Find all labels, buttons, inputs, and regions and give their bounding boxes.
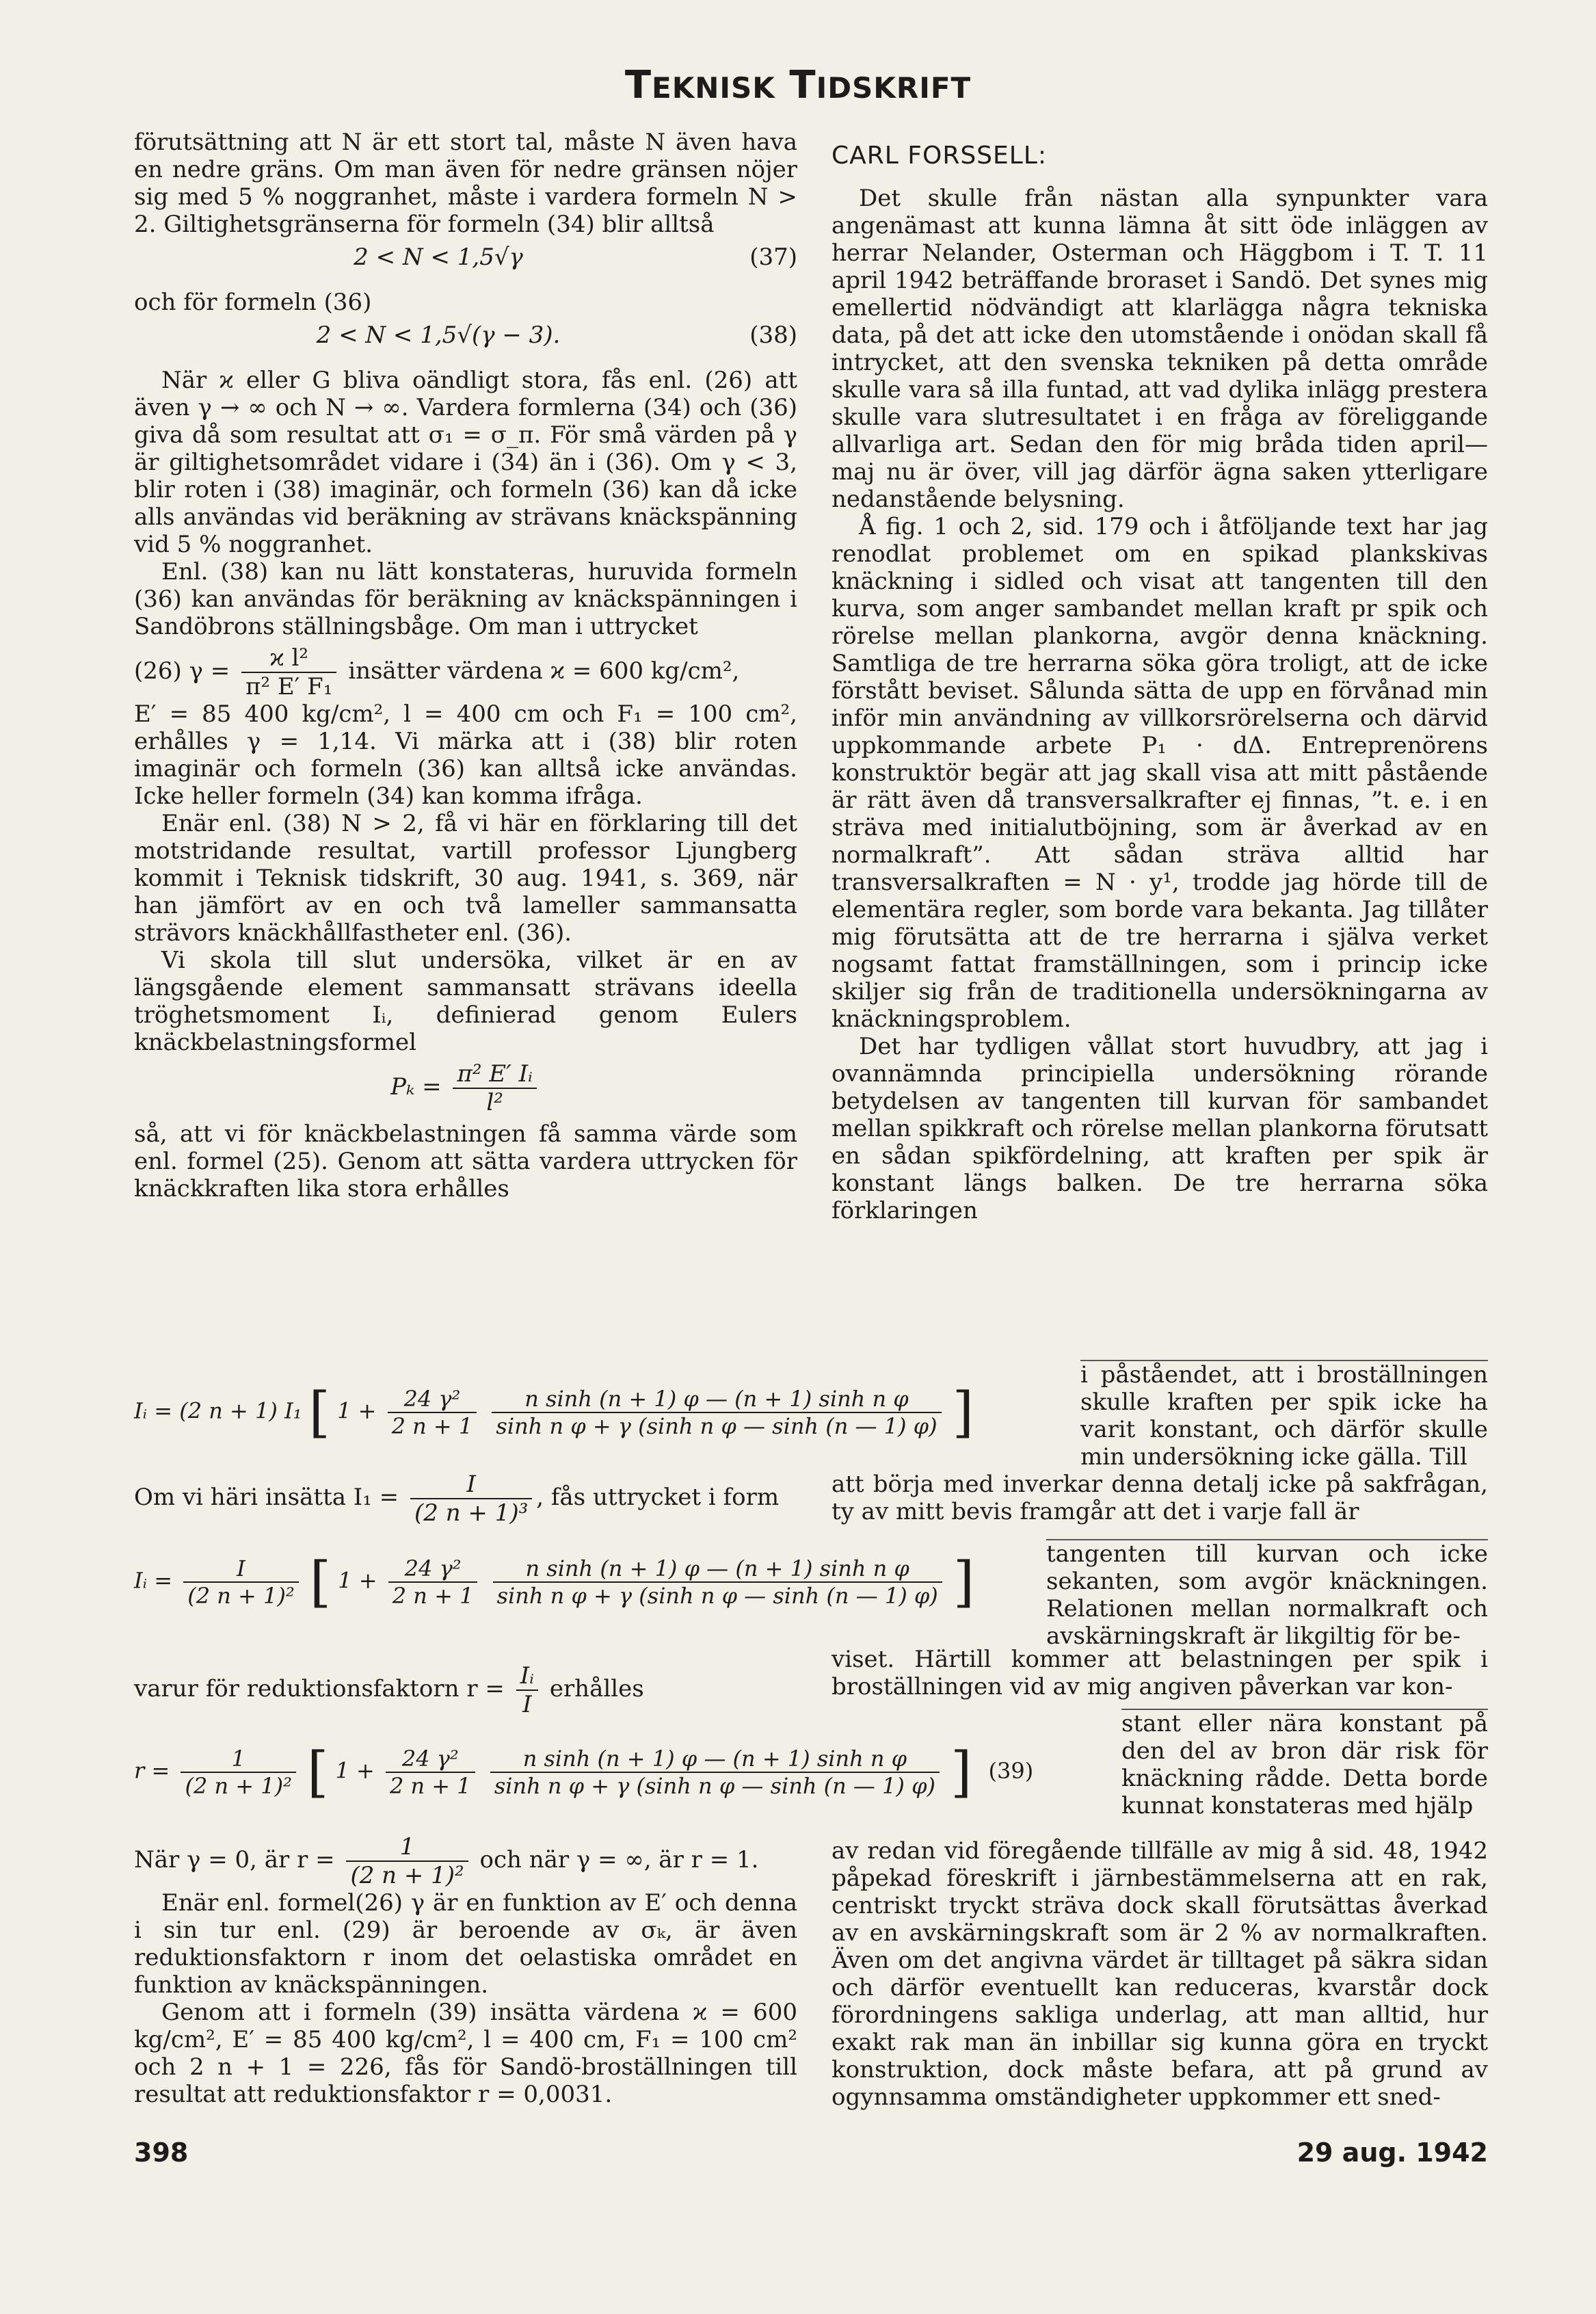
inline-text: insätter värdena ϰ = 600 kg/cm², — [348, 657, 740, 685]
paragraph: tangenten till kurvan och icke sekanten, som avgör knäckningen. Relationen mellan normalkraft och avskärningskraft är likgiltig för be- — [1046, 1540, 1488, 1650]
equation-block-3 — [134, 1735, 1091, 1810]
r-fraction — [516, 1662, 538, 1718]
paragraph-with-fraction — [134, 644, 797, 700]
sinh-fraction — [492, 1386, 941, 1439]
gamma-fraction — [241, 644, 336, 700]
text-block-reduction — [134, 1662, 825, 1718]
masthead-rest-1: EKNISK — [652, 71, 775, 105]
page-number: 398 — [134, 2138, 189, 2168]
paragraph: Å fig. 1 och 2, sid. 179 och i åtföljande text har jag renodlat problemet om en spikad plankskivas knäckning i sidled och visat att tangenten till den kurva, som anger sambandet mellan kraft pr spik och rörelse mellan plankorna, avgör denna knäckning. Samtliga de tre herrarna söka göra troligt, att de icke förstått beviset. Sålunda sätta de upp en förvånad min inför min användning av villkorsrörelserna och därvid uppkommande arbete P₁ · dΔ. Entreprenörens konstruktör begär att jag skall visa att mitt påstående är rätt även då transversalkrafter ej finnas, ”t. e. i en sträva med initialutböjning, som är åverkad av en normalkraft”. Att sådan sträva alltid har transversalkraften = N · y¹, trodde jag hörde till de elementära regler, som borde vara bekanta. Jag tillåter mig förutsätta att de tre herrarna i själva verket nogsamt fattat framställningen, som i princip icke skiljer sig från de traditionella undersökningarna av knäckningsproblem. — [832, 513, 1488, 1033]
paragraph: Enär enl. (38) N > 2, få vi här en förklaring till det motstridande resultat, vartill professor Ljungberg kommit i Teknisk tidskrift, 30 aug. 1941, s. 369, när han jämfört av en och två lameller sammansatta strävors knäckhållfastheter enl. (36). — [134, 810, 797, 947]
formula-lhs: Iᵢ = — [134, 1567, 173, 1594]
equation-body: 2 < N < 1,5√(γ − 3). — [316, 321, 561, 349]
equation-number: (39) — [988, 1757, 1034, 1784]
left-column — [134, 129, 797, 1202]
right-wrap-4 — [832, 1646, 1488, 1700]
numerator: n sinh (n + 1) φ — (n + 1) sinh n φ — [490, 1746, 940, 1773]
coef-fraction — [386, 1746, 475, 1799]
denominator: (2 n + 1)² — [350, 1862, 464, 1889]
text-block-insert — [134, 1471, 825, 1527]
paragraph: av redan vid föregående tillfälle av mig å sid. 48, 1942 påpekad föreskrift i järnbestämmelserna att en rak, centriskt tryckt sträva dock skall förutsättas åverkad av en avskärningskraft som är 2 % av normalkraften. Även om det angivna värdet är tilltaget på säkra sidan och därför eventuellt kan reduceras, kvarstår dock förordningens sakliga underlag, att man alltid, hur exakt rak man än inbillar sig kunna göra en tryckt konstruktion, dock måste befara, att på grund av ogynnsamma omständigheter uppkommer ett sned- — [832, 1837, 1488, 2111]
inline-text: (26) γ = — [134, 657, 230, 685]
numerator: 24 γ² — [388, 1386, 477, 1413]
right-wrap-1 — [1080, 1360, 1488, 1471]
right-wrap-6 — [832, 1837, 1488, 2111]
paragraph-with-fraction — [134, 1833, 797, 1889]
paragraph: så, att vi för knäckbelastningen få samma värde som enl. formel (25). Genom att sätta vardera uttrycken för knäckkraften lika stora erhålles — [134, 1120, 797, 1202]
inline-text: Om vi häri insätta I₁ = — [134, 1484, 399, 1511]
formula-term: 1 + — [338, 1567, 377, 1594]
right-wrap-2 — [832, 1471, 1488, 1525]
inline-text: , fås uttrycket i form — [536, 1484, 780, 1511]
numerator: 1 — [346, 1833, 468, 1862]
paragraph: och för formeln (36) — [134, 289, 372, 316]
formula-term: 1 + — [337, 1397, 377, 1424]
inline-text: och när γ = ∞, är r = 1. — [479, 1846, 759, 1873]
numerator: π² E′ Iᵢ — [453, 1060, 536, 1089]
denominator: (2 n + 1)³ — [414, 1499, 529, 1527]
denominator: sinh n φ + γ (sinh n φ — sinh (n — 1) φ) — [496, 1583, 938, 1609]
right-column — [832, 129, 1488, 1224]
equation-number: (37) — [749, 244, 797, 271]
paragraph: Enär enl. formel(26) γ är en funktion av E′ och denna i sin tur enl. (29) är beroende av σₖ, är även reduktionsfaktorn r inom det oelastiska området en funktion av knäckspänningen. — [134, 1889, 797, 1999]
denominator: I — [522, 1691, 532, 1718]
equation-body: 2 < N < 1,5√γ — [354, 244, 523, 271]
formula-lhs: Iᵢ = (2 n + 1) I₁ — [134, 1397, 302, 1424]
paragraph-with-fraction — [134, 1662, 825, 1718]
paragraph: i påståendet, att i broställningen skulle kraften per spik icke ha varit konstant, och därför skulle min undersökning icke gälla. Till — [1080, 1361, 1488, 1471]
paragraph: Det skulle från nästan alla synpunkter vara angenämast att kunna lämna åt sitt öde inläggen av herrar Nelander, Osterman och Häggbom i T. T. 11 april 1942 beträffande broraset i Sandö. Det synes mig emellertid nödvändigt att klarlägga några tekniska data, på det att icke den utomstående i onödan skall få intrycket, att den svenska tekniken på detta område skulle vara så illa funtad, att vad dylika inlägg prestera skulle vara slutresultatet i en fråga av föreliggande allvarliga art. Sedan den för mig bråda tiden april—maj nu är över, vill jag därför ägna saken ytterligare nedanstående belysning. — [832, 185, 1488, 513]
paragraph: viset. Härtill kommer att belastningen per spik i broställningen vid av mig angiven påverkan var kon- — [832, 1646, 1488, 1700]
masthead-initial-1: T — [624, 63, 652, 107]
right-bracket: ] — [950, 1740, 972, 1804]
left-column-bottom — [134, 1833, 797, 2108]
equation-ii-form — [134, 1550, 1050, 1614]
formula-lhs: Pₖ = — [390, 1073, 442, 1101]
numerator: ϰ l² — [241, 644, 336, 673]
numerator: Iᵢ — [516, 1662, 538, 1691]
author-heading: CARL FORSSELL: — [832, 142, 1048, 170]
paragraph: Vi skola till slut undersöka, vilket är en av längsgående element sammansatt strävans ideella tröghetsmoment Iᵢ, definierad genom Eulers knäckbelastningsformel — [134, 947, 797, 1056]
numerator: 24 γ² — [388, 1555, 478, 1583]
right-bracket: ] — [953, 1550, 975, 1614]
numerator: 24 γ² — [386, 1746, 475, 1773]
numerator: n sinh (n + 1) φ — (n + 1) sinh n φ — [493, 1555, 942, 1583]
left-bracket: [ — [308, 1380, 330, 1444]
coef-fraction — [388, 1555, 478, 1609]
denominator: l² — [486, 1089, 503, 1116]
paragraph-with-fraction — [134, 1471, 825, 1527]
equation-39 — [134, 1740, 1091, 1804]
equation-ii — [134, 1380, 1050, 1444]
inline-text: varur för reduktionsfaktorn r = — [134, 1675, 505, 1702]
denominator: 2 n + 1 — [392, 1583, 474, 1609]
prefactor-fraction — [181, 1746, 295, 1799]
paragraph: Det har tydligen vållat stort huvudbry, att jag i ovannämnda principiella undersökning rörande betydelsen av tangenten till kurvan för sambandet mellan spikkraft och rörelse mellan plankorna förutsatt en sådan spikfördelning, att kraften per spik är konstant längs balken. De tre herrarna söka förklaringen — [832, 1033, 1488, 1224]
euler-formula — [134, 1060, 797, 1116]
numerator: I — [183, 1555, 298, 1583]
masthead-rest-2: IDSKRIFT — [816, 71, 972, 105]
limit-fraction — [346, 1833, 468, 1889]
formula-term: 1 + — [335, 1757, 375, 1784]
denominator: (2 n + 1)² — [185, 1773, 292, 1799]
paragraph: När ϰ eller G bliva oändligt stora, fås enl. (26) att även γ → ∞ och N → ∞. Vardera formlerna (34) och (36) giva då som resultat att σ₁ = σ_π. För små värden på γ är giltighetsområdet vidare i (34) än i (36). Om γ < 3, blir roten i (38) imaginär, och formeln (36) kan då icke alls användas vid beräkning av strävans knäckspänning vid 5 % noggranhet. — [134, 367, 797, 558]
euler-fraction — [453, 1060, 536, 1116]
right-bracket: ] — [952, 1380, 974, 1444]
right-wrap-5 — [1121, 1709, 1488, 1819]
numerator: 1 — [181, 1746, 295, 1773]
inline-text: När γ = 0, är r = — [134, 1846, 335, 1873]
journal-masthead — [0, 63, 1596, 107]
denominator: 2 n + 1 — [389, 1773, 471, 1799]
sinh-fraction — [493, 1555, 942, 1609]
left-bracket: [ — [307, 1740, 329, 1804]
left-bracket: [ — [309, 1550, 332, 1614]
prefactor-fraction — [183, 1555, 298, 1609]
equation-block-2 — [134, 1544, 1050, 1620]
paragraph: Enl. (38) kan nu lätt konstateras, huruvida formeln (36) kan användas för beräkning av knäckspänningen i Sandöbrons ställningsbåge. Om man i uttrycket — [134, 558, 797, 640]
paragraph: E′ = 85 400 kg/cm², l = 400 cm och F₁ = 100 cm², erhålles γ = 1,14. Vi märka att i (38) blir roten imaginär och formeln (36) kan alltså icke användas. Icke heller formeln (34) kan komma ifråga. — [134, 700, 797, 810]
paragraph: att börja med inverkar denna detalj icke på sakfrågan, ty av mitt bevis framgår att det i varje fall är — [832, 1471, 1488, 1525]
sinh-fraction — [490, 1746, 940, 1799]
denominator: sinh n φ + γ (sinh n φ — sinh (n — 1) φ) — [496, 1413, 937, 1439]
paragraph: Genom att i formeln (39) insätta värdena ϰ = 600 kg/cm², E′ = 85 400 kg/cm², l = 400 cm, F₁ = 100 cm² och 2 n + 1 = 226, fås för Sandö-broställningen till resultat att reduktionsfaktor r = 0,0031. — [134, 1999, 797, 2108]
equation-number: (38) — [749, 321, 797, 349]
denominator: sinh n φ + γ (sinh n φ — sinh (n — 1) φ) — [494, 1773, 935, 1799]
numerator: n sinh (n + 1) φ — (n + 1) sinh n φ — [492, 1386, 941, 1413]
equation-37 — [134, 244, 797, 283]
formula-lhs: r = — [134, 1757, 170, 1784]
denominator: (2 n + 1)² — [187, 1583, 295, 1609]
paragraph: stant eller nära konstant på den del av bron där risk för knäckning rådde. Detta borde kunnat konstateras med hjälp — [1121, 1710, 1488, 1819]
equation-block-1 — [134, 1375, 1050, 1450]
right-wrap-3 — [1046, 1539, 1488, 1650]
masthead-initial-2: T — [789, 63, 816, 107]
paragraph: förutsättning att N är ett stort tal, måste N även hava en nedre gräns. Om man även för nedre gränsen nöjer sig med 5 % noggranhet, måste i vardera formeln N > 2. Giltighetsgränserna för formeln (34) blir alltså — [134, 129, 797, 238]
i1-fraction — [410, 1471, 532, 1527]
denominator: 2 n + 1 — [391, 1413, 473, 1439]
coef-fraction — [388, 1386, 477, 1439]
issue-date: 29 aug. 1942 — [1296, 2138, 1488, 2168]
inline-text: erhålles — [549, 1675, 644, 1702]
numerator: I — [410, 1471, 532, 1499]
equation-38 — [134, 321, 797, 361]
denominator: π² E′ F₁ — [245, 673, 333, 700]
